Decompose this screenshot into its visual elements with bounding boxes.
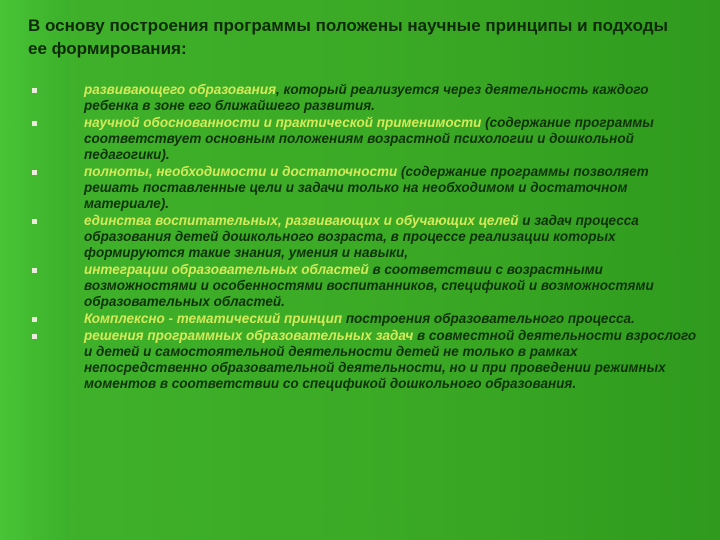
item-highlight: интеграции образовательных областей	[84, 262, 369, 277]
list-item	[32, 328, 697, 392]
square-bullet-icon	[32, 88, 37, 93]
item-text: и задач процесса образования детей дошкольного возраста, в процессе реализации которых формируются такие знания, умения и навыки,	[84, 213, 639, 260]
item-text: в соответствии с возрастными возможностями и особенностями воспитанников, спецификой и возможностями образовательных областей.	[84, 262, 654, 309]
item-highlight: полноты, необходимости и достаточности	[84, 164, 398, 179]
item-highlight: единства воспитательных, развивающих и обучающих целей	[84, 213, 519, 228]
square-bullet-icon	[32, 219, 37, 224]
principles-list	[32, 82, 697, 393]
list-item	[32, 164, 697, 212]
list-item	[32, 115, 697, 163]
item-highlight: решения программных образовательных задач	[84, 328, 414, 343]
item-text: (содержание программы позволяет решать поставленные цели и задачи только на необходимом и достаточном материале).	[84, 164, 649, 211]
item-text: , который реализуется через деятельность каждого ребенка в зоне его ближайшего развития.	[84, 82, 649, 113]
list-item	[32, 311, 697, 327]
item-highlight: Комплексно - тематический принцип	[84, 311, 343, 326]
item-text: в совместной деятельности взрослого и детей и самостоятельной деятельности детей не только в рамках непосредственно образовательной деятельности, но и при проведении режимных моментов в соответствии со спецификой дошкольного образования.	[84, 328, 697, 391]
square-bullet-icon	[32, 334, 37, 339]
list-item	[32, 262, 697, 310]
slide-title: В основу построения программы положены научные принципы и подходы ее формирования:	[28, 16, 669, 58]
item-text: (содержание программы соответствует основным положениям возрастной психологии и дошкольной педагогики).	[84, 115, 654, 162]
list-item	[32, 213, 697, 261]
square-bullet-icon	[32, 268, 37, 273]
item-text: построения образовательного процесса.	[342, 311, 635, 326]
square-bullet-icon	[32, 121, 37, 126]
list-item	[32, 82, 697, 114]
item-highlight: развивающего образования	[84, 82, 277, 97]
square-bullet-icon	[32, 170, 37, 175]
item-highlight: научной обоснованности и практической применимости	[84, 115, 482, 130]
square-bullet-icon	[32, 317, 37, 322]
